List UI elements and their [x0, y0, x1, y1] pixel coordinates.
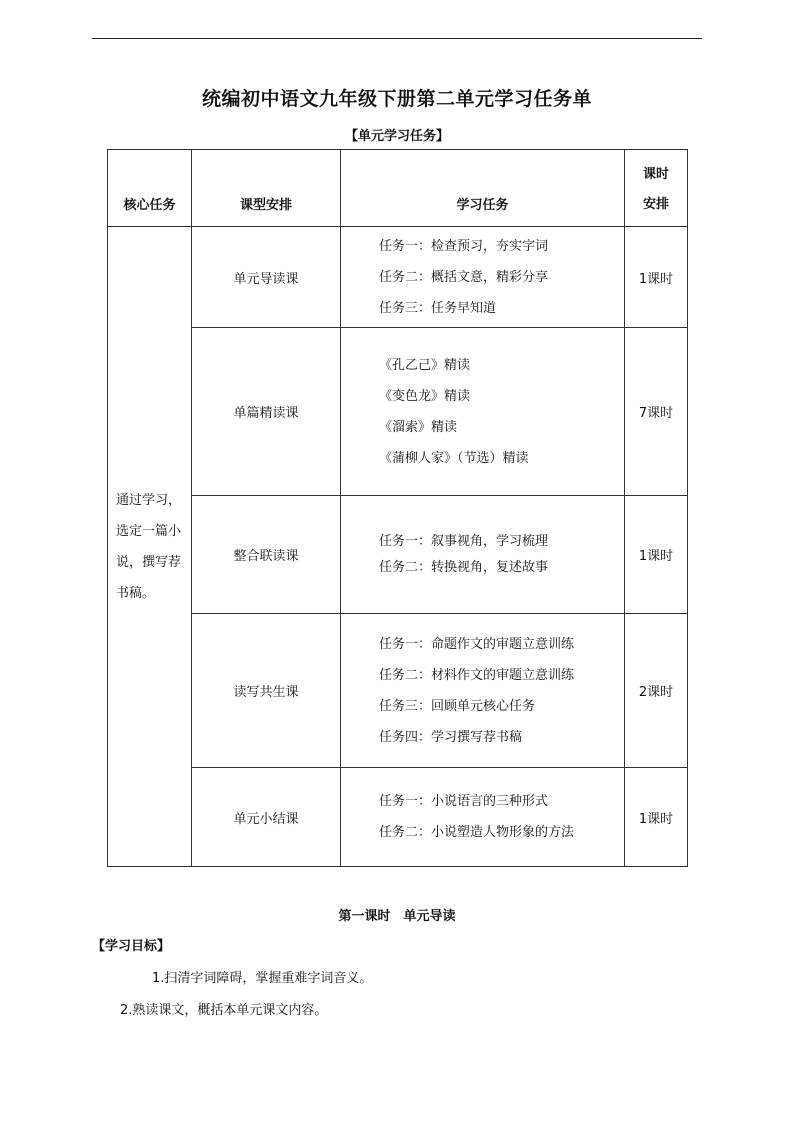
header-core-task: 核心任务: [108, 150, 192, 227]
tasks-cell: [341, 227, 625, 328]
task-item: 任务四：学习撰写荐书稿: [379, 729, 523, 745]
task-item: 任务一：小说语言的三种形式: [379, 794, 549, 809]
table-row: [108, 227, 688, 328]
header-rule: [92, 38, 702, 39]
unit-task-table: [107, 149, 688, 867]
hours-cell: 2课时: [625, 614, 688, 768]
lesson-type-cell: 单元小结课: [192, 768, 341, 867]
hours-cell: 1课时: [625, 768, 688, 867]
task-item: 任务二：转换视角，复述故事: [379, 559, 549, 575]
lesson-type-cell: 读写共生课: [192, 614, 341, 768]
hours-cell: 1课时: [625, 496, 688, 614]
objective-item: 2.熟读课文，概括本单元课文内容。: [120, 1003, 328, 1018]
table-row: [108, 496, 688, 614]
header-hours: [625, 150, 688, 227]
tasks-cell: [341, 768, 625, 867]
objectives-heading: 【学习目标】: [92, 939, 171, 954]
hours-cell: 1课时: [625, 227, 688, 328]
header-lesson-type: 课型安排: [192, 150, 341, 227]
table-row: [108, 768, 688, 867]
task-item: 任务一：命题作文的审题立意训练: [379, 636, 575, 652]
table-row: [108, 614, 688, 768]
table-row: [108, 328, 688, 496]
task-item: 《蒲柳人家》（节选）精读: [379, 450, 529, 466]
task-item: 任务三：回顾单元核心任务: [379, 698, 536, 714]
header-hours-line2: 安排: [642, 197, 669, 212]
table-header-row: [108, 150, 688, 227]
task-item: 任务二：材料作文的审题立意训练: [379, 667, 575, 683]
task-item: 《变色龙》精读: [379, 388, 471, 404]
tasks-cell: [341, 328, 625, 496]
task-item: 《溜索》精读: [379, 419, 458, 435]
document-title: 统编初中语文九年级下册第二单元学习任务单: [201, 88, 592, 110]
tasks-cell: [341, 614, 625, 768]
header-hours-line1: 课时: [642, 167, 669, 182]
tasks-cell: [341, 496, 625, 614]
lesson-type-cell: 单篇精读课: [192, 328, 341, 496]
lesson-type-cell: 单元导读课: [192, 227, 341, 328]
task-item: 任务三：任务早知道: [379, 300, 497, 316]
task-item: 任务二：小说塑造人物形象的方法: [379, 825, 575, 840]
section-title: 第一课时 单元导读: [338, 909, 456, 924]
task-item: 《孔乙己》精读: [379, 357, 471, 373]
task-item: 任务一：检查预习，夯实字词: [379, 238, 549, 254]
lesson-type-cell: 整合联读课: [192, 496, 341, 614]
hours-cell: 7课时: [625, 328, 688, 496]
table-subtitle: 【单元学习任务】: [344, 129, 449, 144]
header-learning-tasks: 学习任务: [341, 150, 625, 227]
task-item: 任务一：叙事视角，学习梳理: [379, 533, 549, 549]
task-item: 任务二：概括文意，精彩分享: [379, 269, 549, 285]
core-task-cell: 通过学习，选定一篇小说，撰写荐书稿。: [108, 227, 192, 867]
objective-item: 1.扫清字词障碍，掌握重难字词音义。: [152, 971, 373, 986]
